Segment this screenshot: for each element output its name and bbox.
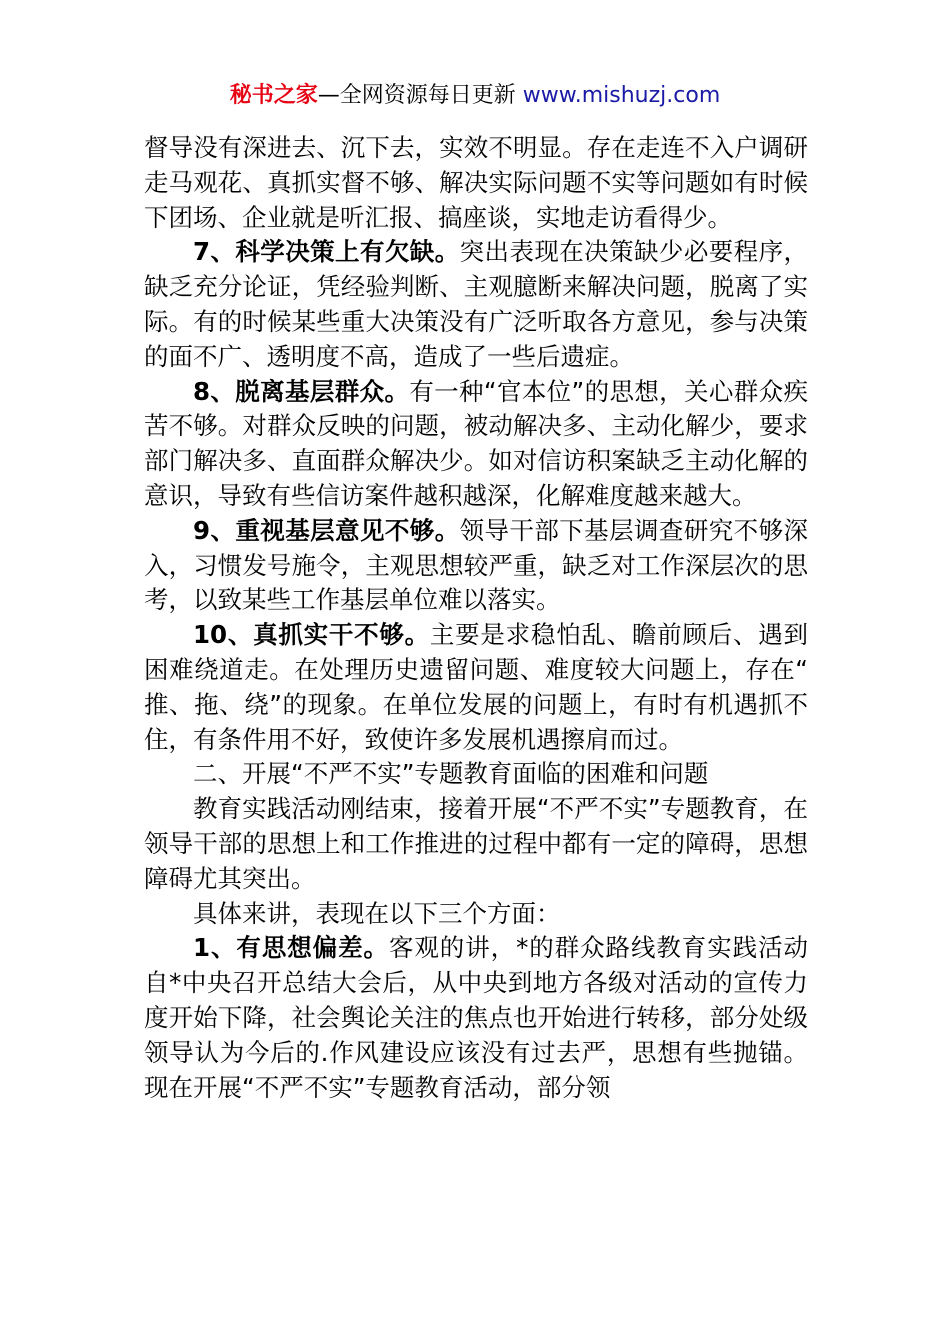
paragraph-item-9 (144, 514, 808, 618)
site-tagline: —全网资源每日更新 (317, 83, 516, 108)
paragraph-continuation (144, 131, 808, 235)
paragraph-text: 领导干部下基层调查研究不够深入，习惯发号施令，主观思想较严重，缺乏对工作深层次的思考，以致某些工作基层单位难以落实。 (144, 515, 808, 615)
paragraph-intro (144, 792, 808, 896)
paragraph-item-10 (144, 618, 808, 757)
site-header (0, 80, 950, 112)
site-url[interactable]: www.mishuzj.com (522, 83, 721, 108)
paragraph-text: 客观的讲，*的群众路线教育实践活动自*中央召开总结大会后，从中央到地方各级对活动的宣传力度开始下降，社会舆论关注的焦点也开始进行转移，部分处级领导认为今后的.作风建设应该没有过去严，思想有些抛锚。现在开展“不严不实”专题教育活动，部分领 (144, 933, 809, 1102)
site-brand: 秘书之家 (229, 83, 318, 108)
paragraph-aspects (144, 897, 808, 932)
section-heading (144, 757, 808, 792)
paragraph-text: 督导没有深进去、沉下去，实效不明显。存在走连不入户调研走马观花、真抓实督不够、解决实际问题不实等问题如有时候下团场、企业就是听汇报、搞座谈，实地走访看得少。 (144, 133, 808, 232)
paragraph-lead: 7、科学决策上有欠缺。 (193, 237, 460, 267)
paragraph-item-7 (144, 235, 808, 374)
document-body (144, 131, 808, 1105)
paragraph-lead: 1、有思想偏差。 (193, 933, 389, 963)
paragraph-item-1 (144, 931, 808, 1105)
paragraph-text: 教育实践活动刚结束，接着开展“不严不实”专题教育，在领导干部的思想上和工作推进的过程中都有一定的障碍，思想障碍尤其突出。 (144, 794, 808, 893)
paragraph-lead: 10、真抓实干不够。 (193, 620, 430, 650)
paragraph-lead: 8、脱离基层群众。 (193, 376, 410, 406)
paragraph-text: 突出表现在决策缺少必要程序，缺乏充分论证，凭经验判断、主观臆断来解决问题，脱离了实际。有的时候某些重大决策没有广泛听取各方意见，参与决策的面不广、透明度不高，造成了一些后遗症。 (144, 237, 808, 371)
paragraph-text: 主要是求稳怕乱、瞻前顾后、遇到困难绕道走。在处理历史遗留问题、难度较大问题上，存在“推、拖、绕”的现象。在单位发展的问题上，有时有机遇抓不住，有条件用不好，致使许多发展机遇擦肩而过。 (144, 620, 808, 754)
paragraph-text: 具体来讲，表现在以下三个方面： (193, 898, 561, 928)
paragraph-text: 有一种“官本位”的思想，关心群众疾苦不够。对群众反映的问题，被动解决多、主动化解少，要求部门解决多、直面群众解决少。如对信访积案缺乏主动化解的意识，导致有些信访案件越积越深，化解难度越来越大。 (144, 376, 808, 510)
paragraph-lead: 9、重视基层意见不够。 (193, 515, 460, 545)
paragraph-text: 二、开展“不严不实”专题教育面临的困难和问题 (193, 759, 709, 789)
paragraph-item-8 (144, 375, 808, 514)
